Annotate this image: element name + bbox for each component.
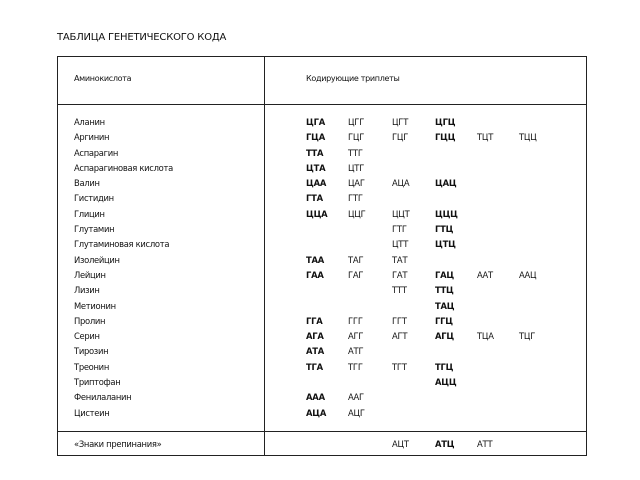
amino-acid-name: Цистеин bbox=[74, 407, 110, 418]
codon-cell: ЦАА bbox=[306, 178, 327, 189]
codon-cell: ЦТЦ bbox=[435, 239, 456, 250]
amino-acid-name: Тирозин bbox=[74, 346, 109, 357]
amino-acid-name: Гистидин bbox=[74, 193, 114, 204]
table-row bbox=[58, 329, 586, 344]
codons-header: Кодирующие триплеты bbox=[306, 74, 400, 83]
codon-cell: АГГ bbox=[348, 331, 364, 342]
codon-cell: ГТГ bbox=[348, 193, 363, 204]
codon-cell: ГАА bbox=[306, 269, 324, 280]
codon-cell: ГГЦ bbox=[435, 315, 453, 326]
codon-cell: ТТЦ bbox=[435, 285, 454, 296]
codon-cell: ТГА bbox=[306, 361, 323, 372]
table-row bbox=[58, 390, 586, 405]
amino-acid-header: Аминокислота bbox=[74, 74, 132, 83]
codon-cell: ААГ bbox=[348, 392, 364, 403]
codon-cell: ТГЦ bbox=[435, 361, 454, 372]
amino-acid-name: Аспарагиновая кислота bbox=[74, 162, 173, 173]
codon-cell: ТАГ bbox=[348, 254, 364, 265]
codon-cell: ТЦЦ bbox=[519, 132, 537, 143]
amino-acid-name: Метионин bbox=[74, 300, 116, 311]
genetic-code-table bbox=[57, 56, 587, 456]
amino-acid-name: Изолейцин bbox=[74, 254, 120, 265]
codon-cell: ГГГ bbox=[348, 315, 363, 326]
codon-cell: АГЦ bbox=[435, 331, 454, 342]
table-row bbox=[58, 268, 586, 283]
codon-cell: АГА bbox=[306, 331, 324, 342]
header-divider bbox=[58, 104, 586, 105]
table-row bbox=[58, 176, 586, 191]
codon-cell: ААА bbox=[306, 392, 325, 403]
table-row bbox=[58, 161, 586, 176]
codon-cell: ГТЦ bbox=[435, 224, 454, 235]
codon-cell: ЦЦГ bbox=[348, 208, 366, 219]
table-row bbox=[58, 146, 586, 161]
codon-cell: ГАТ bbox=[392, 269, 408, 280]
table-row bbox=[58, 406, 586, 421]
amino-acid-name: Глутаминовая кислота bbox=[74, 239, 170, 250]
amino-acid-name: Триптофан bbox=[74, 377, 121, 388]
table-row bbox=[58, 314, 586, 329]
codon-cell: АТЦ bbox=[435, 439, 455, 449]
codon-cell: ГЦГ bbox=[392, 132, 409, 143]
codon-cell: ЦТТ bbox=[392, 239, 409, 250]
codon-cell: ТЦТ bbox=[477, 132, 494, 143]
table-row bbox=[58, 207, 586, 222]
codon-cell: ЦЦТ bbox=[392, 208, 410, 219]
codon-cell: ТТА bbox=[306, 147, 324, 158]
codon-cell: ЦГГ bbox=[348, 117, 365, 127]
amino-acid-name: Фенилаланин bbox=[74, 392, 132, 403]
codon-cell: АГТ bbox=[392, 331, 408, 342]
amino-acid-name: Аланин bbox=[74, 117, 105, 127]
codon-cell: ААТ bbox=[477, 269, 493, 280]
codon-cell: ЦАЦ bbox=[435, 178, 457, 189]
codon-cell: ГЦГ bbox=[348, 132, 365, 143]
codon-cell: ААЦ bbox=[519, 269, 537, 280]
codon-cell: АТА bbox=[306, 346, 325, 357]
codon-cell: ЦАГ bbox=[348, 178, 365, 189]
stop-signals-row bbox=[58, 437, 586, 452]
codon-cell: ГГА bbox=[306, 315, 323, 326]
amino-acid-name: Валин bbox=[74, 178, 100, 189]
codon-cell: ТЦА bbox=[477, 331, 494, 342]
codon-cell: АЦА bbox=[392, 178, 410, 189]
table-row bbox=[58, 344, 586, 359]
footer-divider bbox=[58, 431, 586, 432]
codon-cell: ЦТГ bbox=[348, 162, 365, 173]
amino-acid-name: Аргинин bbox=[74, 132, 110, 143]
amino-acid-name: Треонин bbox=[74, 361, 110, 372]
codon-cell: ЦЦА bbox=[306, 208, 328, 219]
amino-acid-name: Глутамин bbox=[74, 224, 115, 235]
codon-cell: АЦЦ bbox=[435, 377, 457, 388]
codon-cell: ТАТ bbox=[392, 254, 408, 265]
codon-cell: ГГТ bbox=[392, 315, 407, 326]
table-row bbox=[58, 360, 586, 375]
amino-acid-name: Пролин bbox=[74, 315, 106, 326]
table-row bbox=[58, 222, 586, 237]
amino-acid-name: Лейцин bbox=[74, 269, 106, 280]
table-row bbox=[58, 375, 586, 390]
codon-cell: ТАЦ bbox=[435, 300, 455, 311]
codon-cell: ЦГА bbox=[306, 117, 325, 127]
page-title: ТАБЛИЦА ГЕНЕТИЧЕСКОГО КОДА bbox=[57, 32, 227, 43]
table-body bbox=[58, 115, 586, 421]
codon-cell: ГТА bbox=[306, 193, 323, 204]
codon-cell: ЦТА bbox=[306, 162, 326, 173]
codon-cell: АЦА bbox=[306, 407, 327, 418]
codon-cell: ЦЦЦ bbox=[435, 208, 458, 219]
codon-cell: ТГТ bbox=[392, 361, 407, 372]
amino-acid-name: Аспарагин bbox=[74, 147, 119, 158]
table-row bbox=[58, 130, 586, 145]
codon-cell: ТГГ bbox=[348, 361, 363, 372]
codon-cell: ТТГ bbox=[348, 147, 363, 158]
table-row bbox=[58, 253, 586, 268]
codon-cell: АЦТ bbox=[392, 439, 409, 449]
table-row bbox=[58, 237, 586, 252]
codon-cell: ТАА bbox=[306, 254, 325, 265]
codon-cell: ЦГТ bbox=[392, 117, 409, 127]
codon-cell: ЦГЦ bbox=[435, 117, 456, 127]
codon-cell: ГЦЦ bbox=[435, 132, 456, 143]
codon-cell: ГЦА bbox=[306, 132, 325, 143]
codon-cell: ГАГ bbox=[348, 269, 364, 280]
table-row bbox=[58, 283, 586, 298]
table-row bbox=[58, 191, 586, 206]
codon-cell: ТЦГ bbox=[519, 331, 536, 342]
amino-acid-name: Серин bbox=[74, 331, 100, 342]
stop-signals-label: «Знаки препинания» bbox=[74, 439, 162, 449]
codon-cell: ТТТ bbox=[392, 285, 407, 296]
codon-cell: АТТ bbox=[477, 439, 493, 449]
codon-cell: АТГ bbox=[348, 346, 364, 357]
codon-cell: ГАЦ bbox=[435, 269, 454, 280]
table-row bbox=[58, 115, 586, 130]
codon-cell: АЦГ bbox=[348, 407, 365, 418]
amino-acid-name: Глицин bbox=[74, 208, 105, 219]
table-row bbox=[58, 299, 586, 314]
amino-acid-name: Лизин bbox=[74, 285, 100, 296]
codon-cell: ГТГ bbox=[392, 224, 407, 235]
